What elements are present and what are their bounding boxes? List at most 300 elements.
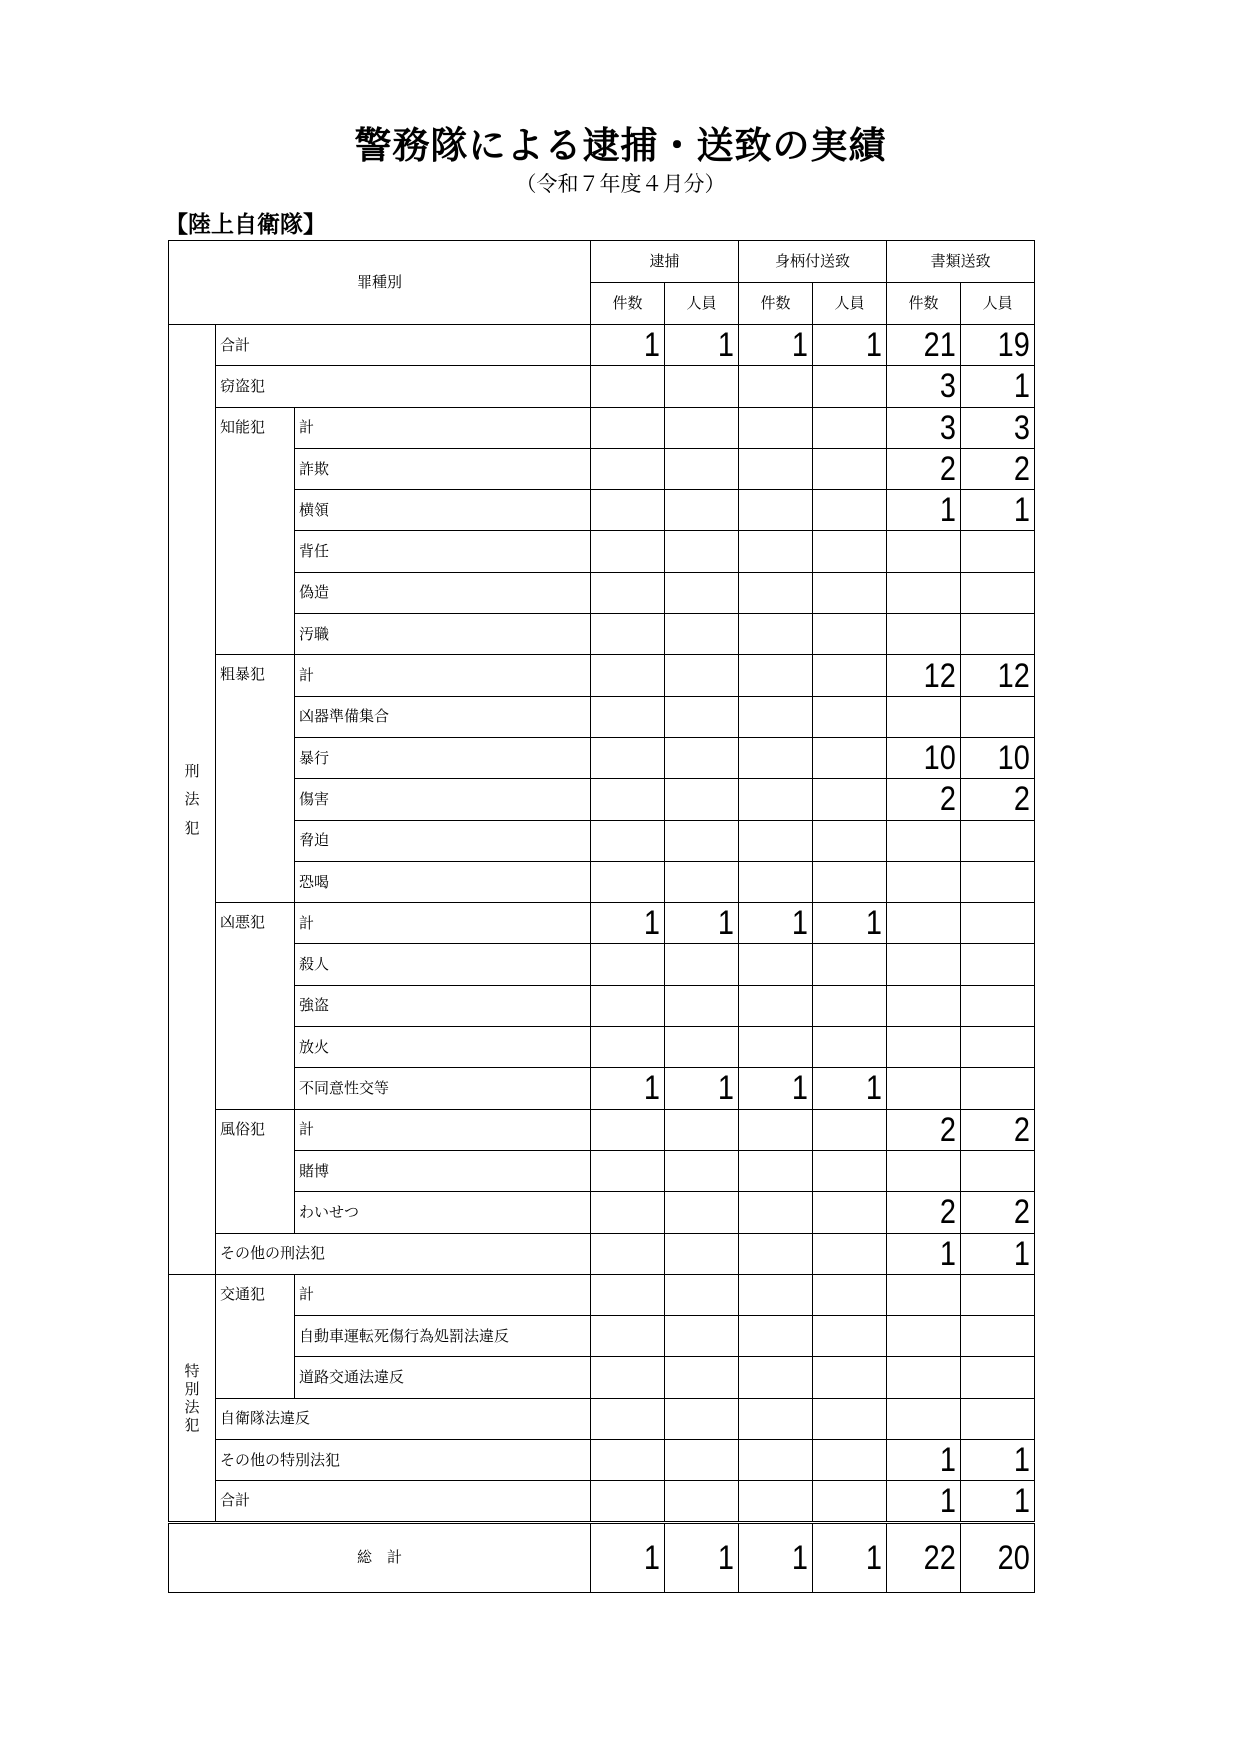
value-cell (739, 861, 813, 902)
value-cell (887, 737, 961, 778)
table-row (169, 366, 1035, 407)
value-cell (961, 737, 1035, 778)
value-text: 1 (791, 1069, 809, 1108)
value-cell (961, 490, 1035, 531)
table-row (169, 1398, 1035, 1439)
value-cell (813, 614, 887, 655)
header-document-referral: 書類送致 (887, 241, 1035, 283)
value-cell (665, 1192, 739, 1233)
value-cell (739, 655, 813, 696)
value-cell (813, 1440, 887, 1481)
section-special-law (169, 1274, 216, 1522)
value-cell (591, 1150, 665, 1191)
value-cell (813, 903, 887, 944)
value-cell (739, 820, 813, 861)
row-label: 計 (295, 1109, 591, 1150)
value-cell (591, 1522, 665, 1592)
value-text: 2 (1013, 1193, 1031, 1232)
value-text: 2 (939, 450, 957, 489)
value-cell (665, 696, 739, 737)
value-cell (813, 696, 887, 737)
value-cell (887, 407, 961, 448)
value-cell (739, 903, 813, 944)
value-cell (961, 572, 1035, 613)
value-cell (961, 1274, 1035, 1315)
row-label: 詐欺 (295, 448, 591, 489)
value-cell (739, 737, 813, 778)
value-cell (813, 985, 887, 1026)
value-cell (887, 944, 961, 985)
value-cell (887, 1316, 961, 1357)
value-cell (591, 1233, 665, 1274)
value-cell (591, 655, 665, 696)
value-cell (739, 325, 813, 366)
value-cell (813, 1233, 887, 1274)
row-label: 汚職 (295, 614, 591, 655)
value-cell (961, 944, 1035, 985)
subheader-cases: 件数 (739, 283, 813, 325)
row-label: 脅迫 (295, 820, 591, 861)
row-label: その他の特別法犯 (216, 1440, 591, 1481)
value-cell (813, 1316, 887, 1357)
value-text: 1 (643, 904, 661, 943)
value-cell (591, 903, 665, 944)
value-cell (591, 1027, 665, 1068)
value-text: 1 (865, 1538, 883, 1577)
value-cell (813, 366, 887, 407)
value-text: 3 (939, 408, 957, 447)
value-cell (665, 737, 739, 778)
table-row (169, 325, 1035, 366)
value-cell (813, 1522, 887, 1592)
value-cell (813, 1274, 887, 1315)
table-row (169, 1068, 1035, 1109)
row-label: 横領 (295, 490, 591, 531)
value-cell (813, 490, 887, 531)
value-cell (591, 861, 665, 902)
value-cell (887, 985, 961, 1026)
value-cell (591, 325, 665, 366)
value-text: 10 (997, 739, 1031, 778)
value-cell (887, 531, 961, 572)
value-cell (961, 407, 1035, 448)
value-cell (813, 944, 887, 985)
row-label: 不同意性交等 (295, 1068, 591, 1109)
value-text: 1 (717, 1538, 735, 1577)
row-label: 合計 (216, 325, 591, 366)
table-row (169, 1316, 1035, 1357)
value-cell (961, 1398, 1035, 1439)
value-cell (591, 1481, 665, 1522)
value-cell (961, 325, 1035, 366)
row-label: その他の刑法犯 (216, 1233, 591, 1274)
value-cell (665, 325, 739, 366)
value-cell (961, 779, 1035, 820)
value-cell (961, 1316, 1035, 1357)
row-label: 暴行 (295, 737, 591, 778)
value-cell (665, 1316, 739, 1357)
value-text: 2 (939, 1193, 957, 1232)
value-cell (961, 366, 1035, 407)
value-cell (591, 448, 665, 489)
section-label: 特別法犯 (184, 1361, 200, 1434)
value-cell (887, 696, 961, 737)
table-row (169, 572, 1035, 613)
value-cell (887, 366, 961, 407)
value-cell (961, 614, 1035, 655)
table-row (169, 1192, 1035, 1233)
row-label: 凶器準備集合 (295, 696, 591, 737)
value-cell (591, 1192, 665, 1233)
row-label: 背任 (295, 531, 591, 572)
value-cell (813, 407, 887, 448)
table-row (169, 779, 1035, 820)
value-cell (813, 531, 887, 572)
row-label: 賭博 (295, 1150, 591, 1191)
table-row (169, 655, 1035, 696)
table-row (169, 820, 1035, 861)
table-row (169, 1233, 1035, 1274)
subheader-persons: 人員 (961, 283, 1035, 325)
value-text: 1 (1013, 1441, 1031, 1480)
table-row (169, 903, 1035, 944)
value-text: 19 (997, 326, 1031, 365)
value-cell (665, 1440, 739, 1481)
value-text: 1 (865, 326, 883, 365)
value-cell (739, 490, 813, 531)
value-cell (665, 1150, 739, 1191)
value-text: 1 (939, 1234, 957, 1273)
statistics-table (168, 240, 1035, 1593)
subheader-persons: 人員 (665, 283, 739, 325)
value-text: 22 (923, 1538, 957, 1577)
section-label: 刑法犯 (184, 761, 200, 837)
value-cell (591, 1357, 665, 1398)
value-cell (813, 861, 887, 902)
value-cell (739, 1233, 813, 1274)
value-cell (591, 779, 665, 820)
value-cell (813, 448, 887, 489)
value-cell (961, 696, 1035, 737)
value-text: 12 (923, 656, 957, 695)
value-cell (961, 903, 1035, 944)
value-text: 1 (939, 1481, 957, 1520)
value-cell (665, 572, 739, 613)
row-label: 恐喝 (295, 861, 591, 902)
value-text: 1 (717, 904, 735, 943)
value-text: 2 (939, 1110, 957, 1149)
value-cell (813, 1027, 887, 1068)
value-cell (591, 1316, 665, 1357)
table-row (169, 985, 1035, 1026)
value-cell (961, 1481, 1035, 1522)
value-cell (591, 366, 665, 407)
value-text: 1 (1013, 1481, 1031, 1520)
subheader-cases: 件数 (591, 283, 665, 325)
value-text: 1 (643, 1069, 661, 1108)
table-row (169, 1357, 1035, 1398)
value-cell (813, 1109, 887, 1150)
value-cell (739, 1522, 813, 1592)
value-text: 1 (939, 491, 957, 530)
value-cell (887, 325, 961, 366)
value-cell (665, 861, 739, 902)
value-cell (961, 448, 1035, 489)
value-cell (887, 655, 961, 696)
table-row (169, 490, 1035, 531)
value-cell (665, 1522, 739, 1592)
value-cell (591, 820, 665, 861)
value-cell (887, 1357, 961, 1398)
grand-total-label: 総 計 (169, 1522, 591, 1592)
page-title: 警務隊による逮捕・送致の実績 (354, 124, 887, 167)
value-cell (887, 1068, 961, 1109)
value-cell (591, 985, 665, 1026)
value-cell (739, 1316, 813, 1357)
row-label: 強盗 (295, 985, 591, 1026)
value-cell (887, 490, 961, 531)
header-crime-type: 罪種別 (169, 241, 591, 325)
value-cell (961, 1150, 1035, 1191)
value-cell (665, 1109, 739, 1150)
value-cell (739, 1440, 813, 1481)
value-cell (739, 944, 813, 985)
table-row (169, 861, 1035, 902)
value-cell (665, 1068, 739, 1109)
value-cell (961, 1440, 1035, 1481)
value-cell (739, 1027, 813, 1068)
table-row (169, 531, 1035, 572)
value-cell (665, 407, 739, 448)
table-row (169, 696, 1035, 737)
value-cell (591, 1068, 665, 1109)
value-cell (961, 1357, 1035, 1398)
value-cell (665, 903, 739, 944)
value-text: 1 (791, 326, 809, 365)
value-cell (739, 1068, 813, 1109)
table-row (169, 1274, 1035, 1315)
value-cell (813, 325, 887, 366)
value-text: 1 (1013, 1234, 1031, 1273)
value-text: 20 (997, 1538, 1031, 1577)
value-cell (665, 1481, 739, 1522)
row-label: 道路交通法違反 (295, 1357, 591, 1398)
value-text: 2 (939, 780, 957, 819)
value-cell (887, 861, 961, 902)
value-cell (961, 1109, 1035, 1150)
value-cell (665, 985, 739, 1026)
value-text: 1 (791, 904, 809, 943)
value-cell (665, 448, 739, 489)
value-cell (739, 531, 813, 572)
value-cell (887, 1150, 961, 1191)
row-label: 合計 (216, 1481, 591, 1522)
subheader-cases: 件数 (887, 283, 961, 325)
value-cell (591, 572, 665, 613)
value-cell (961, 861, 1035, 902)
subheader-persons: 人員 (813, 283, 887, 325)
row-label: わいせつ (295, 1192, 591, 1233)
value-cell (961, 1522, 1035, 1592)
section-penal-code (169, 325, 216, 1275)
value-cell (813, 1398, 887, 1439)
value-text: 1 (939, 1441, 957, 1480)
value-cell (887, 1109, 961, 1150)
value-cell (665, 531, 739, 572)
category-label: 風俗犯 (216, 1109, 295, 1233)
value-text: 1 (717, 1069, 735, 1108)
table-row (169, 1150, 1035, 1191)
value-cell (739, 614, 813, 655)
value-text: 12 (997, 656, 1031, 695)
table-row (169, 944, 1035, 985)
value-cell (887, 614, 961, 655)
value-text: 1 (865, 904, 883, 943)
value-cell (591, 1398, 665, 1439)
row-label: 傷害 (295, 779, 591, 820)
value-cell (739, 448, 813, 489)
value-cell (961, 1233, 1035, 1274)
value-cell (813, 779, 887, 820)
table-row (169, 1481, 1035, 1522)
value-cell (887, 1274, 961, 1315)
value-cell (961, 655, 1035, 696)
value-cell (887, 1233, 961, 1274)
value-text: 1 (643, 1538, 661, 1577)
value-cell (887, 820, 961, 861)
value-cell (665, 1233, 739, 1274)
row-label: 計 (295, 407, 591, 448)
value-text: 3 (1013, 408, 1031, 447)
value-cell (665, 1398, 739, 1439)
value-cell (813, 1150, 887, 1191)
value-cell (887, 1398, 961, 1439)
value-cell (887, 903, 961, 944)
header-arrest: 逮捕 (591, 241, 739, 283)
value-text: 1 (1013, 491, 1031, 530)
value-cell (739, 407, 813, 448)
value-cell (739, 1357, 813, 1398)
header-custody-referral: 身柄付送致 (739, 241, 887, 283)
value-cell (887, 1522, 961, 1592)
value-cell (887, 448, 961, 489)
value-text: 1 (1013, 367, 1031, 406)
value-cell (591, 531, 665, 572)
value-cell (665, 655, 739, 696)
value-cell (887, 1192, 961, 1233)
value-text: 1 (717, 326, 735, 365)
table-row (169, 1440, 1035, 1481)
page-subtitle: （令和７年度４月分） (515, 172, 726, 196)
value-cell (665, 820, 739, 861)
value-cell (961, 1027, 1035, 1068)
value-cell (887, 572, 961, 613)
value-cell (813, 572, 887, 613)
value-cell (739, 1150, 813, 1191)
value-cell (665, 944, 739, 985)
value-text: 2 (1013, 450, 1031, 489)
value-cell (739, 1109, 813, 1150)
value-cell (961, 985, 1035, 1026)
category-label: 知能犯 (216, 407, 295, 655)
value-cell (665, 614, 739, 655)
value-cell (813, 1481, 887, 1522)
value-text: 21 (923, 326, 957, 365)
value-cell (665, 1357, 739, 1398)
value-cell (591, 1440, 665, 1481)
table-row (169, 737, 1035, 778)
value-cell (739, 696, 813, 737)
value-cell (591, 696, 665, 737)
value-cell (813, 1068, 887, 1109)
value-cell (961, 531, 1035, 572)
value-text: 1 (865, 1069, 883, 1108)
value-cell (739, 366, 813, 407)
grand-total-row (169, 1522, 1035, 1592)
value-cell (961, 820, 1035, 861)
value-cell (813, 655, 887, 696)
value-cell (591, 1274, 665, 1315)
row-label: 自衛隊法違反 (216, 1398, 591, 1439)
value-cell (887, 1440, 961, 1481)
row-label: 計 (295, 1274, 591, 1315)
value-cell (887, 1027, 961, 1068)
row-label: 殺人 (295, 944, 591, 985)
value-cell (739, 1274, 813, 1315)
category-label: 交通犯 (216, 1274, 295, 1398)
row-label: 計 (295, 903, 591, 944)
value-text: 10 (923, 739, 957, 778)
value-cell (813, 820, 887, 861)
table-row (169, 407, 1035, 448)
value-cell (665, 490, 739, 531)
value-cell (739, 779, 813, 820)
value-cell (739, 572, 813, 613)
value-cell (813, 1357, 887, 1398)
value-cell (591, 490, 665, 531)
value-cell (739, 1192, 813, 1233)
value-text: 2 (1013, 1110, 1031, 1149)
value-text: 2 (1013, 780, 1031, 819)
value-text: 1 (791, 1538, 809, 1577)
value-cell (739, 1481, 813, 1522)
value-cell (961, 1192, 1035, 1233)
value-cell (961, 1068, 1035, 1109)
value-cell (591, 407, 665, 448)
value-cell (665, 1027, 739, 1068)
value-cell (665, 779, 739, 820)
table-row (169, 448, 1035, 489)
value-cell (665, 1274, 739, 1315)
value-cell (813, 737, 887, 778)
value-cell (887, 1481, 961, 1522)
value-text: 1 (643, 326, 661, 365)
row-label: 偽造 (295, 572, 591, 613)
category-label: 凶悪犯 (216, 903, 295, 1109)
row-label: 自動車運転死傷行為処罰法違反 (295, 1316, 591, 1357)
row-label: 計 (295, 655, 591, 696)
value-cell (887, 779, 961, 820)
table-row (169, 1109, 1035, 1150)
value-cell (739, 1398, 813, 1439)
row-label: 放火 (295, 1027, 591, 1068)
value-cell (591, 614, 665, 655)
unit-label: 【陸上自衛隊】 (165, 212, 326, 238)
category-label: 粗暴犯 (216, 655, 295, 903)
table-row (169, 1027, 1035, 1068)
row-label: 窃盗犯 (216, 366, 591, 407)
value-cell (813, 1192, 887, 1233)
